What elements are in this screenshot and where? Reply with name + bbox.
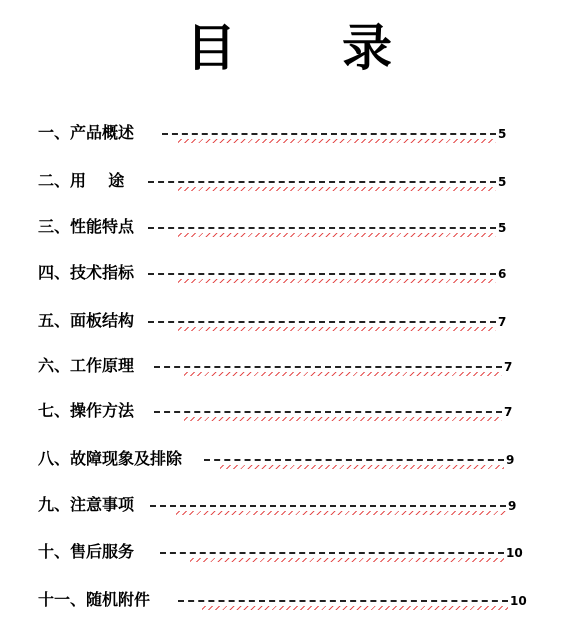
toc-leader [162,133,496,137]
toc-leader [154,366,502,370]
toc-entry[interactable] [38,541,524,563]
toc-entry[interactable] [38,589,528,611]
spellcheck-underline [184,417,502,421]
toc-entry-label: 七、操作方法 [38,401,135,420]
spellcheck-underline [176,511,506,515]
toc-entry-page: 10 [510,594,527,608]
toc-entry[interactable] [38,448,518,470]
toc-entry-label: 一、产品概述 [38,123,135,142]
spellcheck-underline [190,558,504,562]
spellcheck-underline [202,606,508,610]
toc-leader [178,600,508,604]
toc-leader [148,227,496,231]
spellcheck-underline [178,139,496,143]
toc-entry-page: 5 [498,127,507,141]
toc-entry-label: 二、用 途 [38,171,125,190]
toc-entry-label: 六、工作原理 [38,356,135,375]
toc-entry-page: 7 [504,360,513,374]
toc-entry[interactable] [38,170,518,192]
toc-leader [204,459,504,463]
toc-entry-label: 八、故障现象及排除 [38,449,183,468]
toc-entry-label: 五、面板结构 [38,311,135,330]
toc-entry-page: 9 [506,453,515,467]
title-char-1: 目 [186,19,236,77]
spellcheck-underline [178,279,496,283]
toc-entry-page: 7 [504,405,513,419]
toc-entry[interactable] [38,122,518,144]
toc-leader [148,273,496,277]
spellcheck-underline [220,465,504,469]
toc-entry-page: 9 [508,499,517,513]
toc-entry[interactable] [38,494,518,516]
toc-entry-label: 四、技术指标 [38,263,135,282]
spellcheck-underline [178,233,496,237]
toc-entry[interactable] [38,400,518,422]
spellcheck-underline [178,327,496,331]
toc-entry-page: 6 [498,267,507,281]
title-char-2: 录 [342,19,392,77]
toc-entry-page: 5 [498,175,507,189]
toc-leader [148,181,496,185]
toc-entry-page: 5 [498,221,507,235]
toc-entry-page: 7 [498,315,507,329]
toc-entry-page: 10 [506,546,523,560]
toc-entry[interactable] [38,310,518,332]
toc-entry-label: 九、注意事项 [38,495,135,514]
toc-leader [160,552,504,556]
toc-leader [150,505,506,509]
toc-entry[interactable] [38,262,518,284]
toc-entry[interactable] [38,355,518,377]
toc-entry[interactable] [38,216,518,238]
spellcheck-underline [178,187,496,191]
toc-entry-label: 十一、随机附件 [38,590,151,609]
toc-leader [154,411,502,415]
spellcheck-underline [184,372,502,376]
toc-entry-label: 三、性能特点 [38,217,135,236]
toc-leader [148,321,496,325]
toc-entry-label: 十、售后服务 [38,542,135,561]
